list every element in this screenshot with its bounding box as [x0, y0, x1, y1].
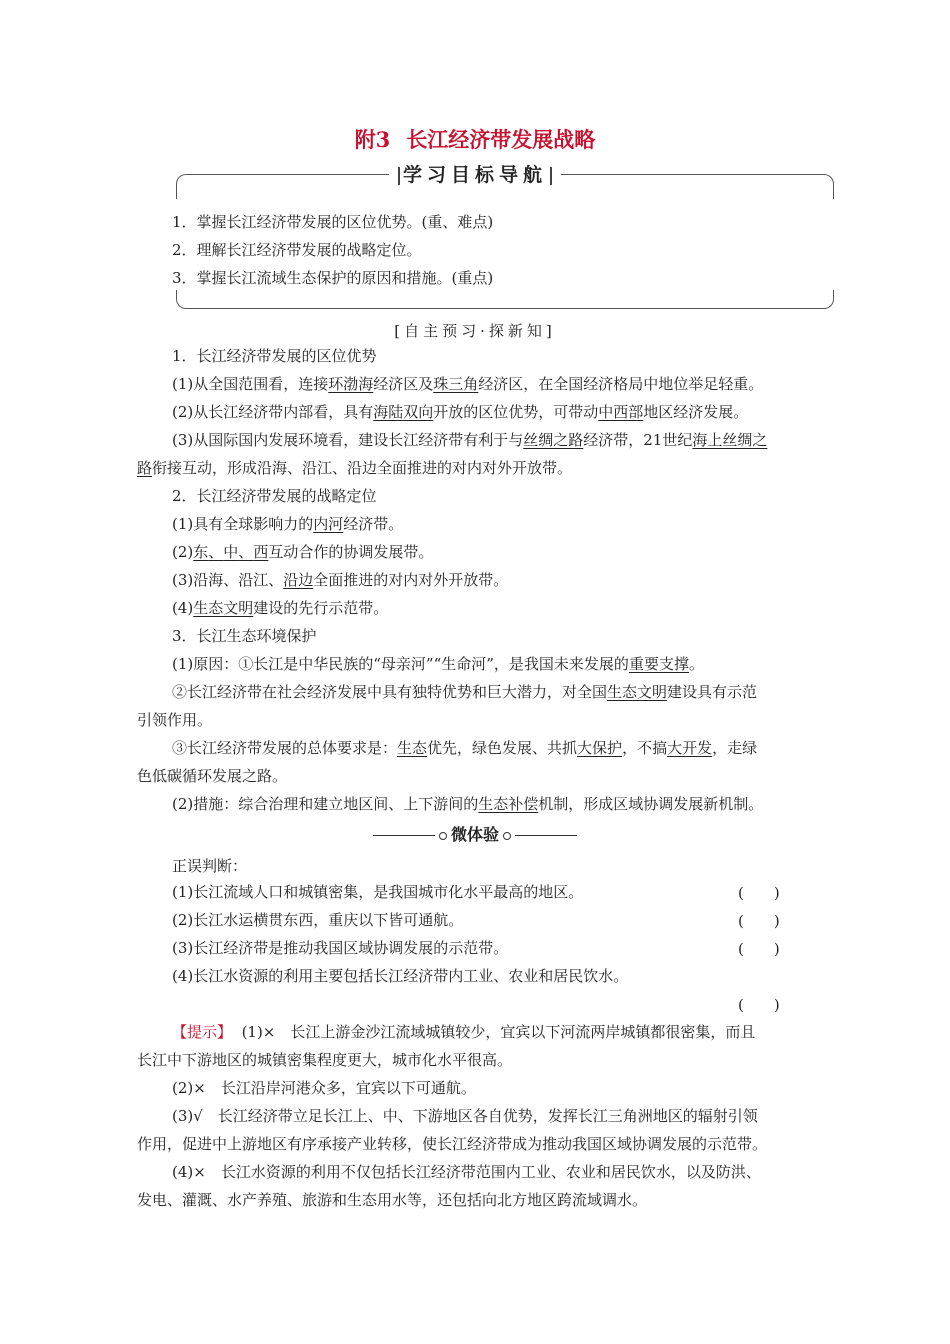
micro-item-3: (3)长江经济带是推动我国区域协调发展的示范带。 [172, 939, 509, 957]
s2-p1: (1)具有全球影响力的内河经济带。 [172, 515, 404, 533]
micro-item-1: (1)长江流域人口和城镇密集，是我国城市化水平最高的地区。 [172, 883, 584, 901]
section-title: [自主预习·探新知] [394, 322, 556, 340]
goals-heading [0, 160, 950, 187]
s3-p3-cont: 色低碳循环发展之路。 [137, 767, 288, 785]
answer-blank-2: ( ) [738, 912, 780, 930]
tip-label: 【提示】 [172, 1023, 233, 1041]
tip-2: (2)× 长江沿岸河港众多，宜宾以下可通航。 [172, 1079, 476, 1097]
s3-p2: ②长江经济带在社会经济发展中具有独特优势和巨大潜力，对全国生态文明建设具有示范 [172, 683, 758, 701]
s2-p3: (3)沿海、沿江、沿边全面推进的对内对外开放带。 [172, 571, 509, 589]
title-main: 长江经济带发展战略 [406, 127, 596, 152]
goal-item-1: 1．掌握长江经济带发展的区位优势。(重、难点) [172, 213, 494, 231]
s2-heading: 2．长江经济带发展的战略定位 [172, 487, 377, 505]
micro-intro: 正误判断： [172, 857, 248, 875]
answer-blank-4: ( ) [738, 996, 780, 1014]
tip-1-cont: 长江中下游地区的城镇密集程度更大，城市化水平很高。 [137, 1051, 513, 1069]
tip-4: (4)× 长江水资源的利用不仅包括长江经济带范围内工业、农业和居民饮水，以及防洪、 [172, 1163, 761, 1181]
s3-p4: (2)措施：综合治理和建立地区间、上下游间的生态补偿机制，形成区域协调发展新机制。 [172, 795, 764, 813]
page-title [0, 124, 950, 154]
s2-p4: (4)生态文明建设的先行示范带。 [172, 599, 389, 617]
tip-1: 【提示】 (1)× 长江上游金沙江流域城镇较少，宜宾以下河流两岸城镇都很密集，而且 [172, 1023, 756, 1041]
micro-item-2: (2)长江水运横贯东西，重庆以下皆可通航。 [172, 911, 464, 929]
answer-blank-1: ( ) [738, 884, 780, 902]
s1-p3-cont: 路衔接互动，形成沿海、沿江、沿边全面推进的对内对外开放带。 [137, 459, 573, 477]
goal-item-3: 3．掌握长江流域生态保护的原因和措施。(重点) [172, 269, 494, 287]
s3-p3: ③长江经济带发展的总体要求是：生态优先，绿色发展、共抓大保护，不搞大开发，走绿 [172, 739, 758, 757]
micro-item-4: (4)长江水资源的利用主要包括长江经济带内工业、农业和居民饮水。 [172, 967, 629, 985]
tip-3: (3)√ 长江经济带立足长江上、中、下游地区各自优势，发挥长江三角洲地区的辐射引领 [172, 1107, 758, 1125]
s3-p2-cont: 引领作用。 [137, 711, 213, 729]
goals-heading-text: 学习目标导航 [402, 164, 547, 186]
tip-3-cont: 作用，促进中上游地区有序承接产业转移，使长江经济带成为推动我国区域协调发展的示范带。 [137, 1135, 768, 1153]
tip-4-cont: 发电、灌溉、水产养殖、旅游和生态用水等，还包括向北方地区跨流域调水。 [137, 1191, 648, 1209]
title-prefix: 附3 [354, 127, 391, 152]
goal-item-2: 2．理解长江经济带发展的战略定位。 [172, 241, 422, 259]
s1-p1: (1)从全国范围看，连接环渤海经济区及珠三角经济区，在全国经济格局中地位举足轻重。 [172, 375, 764, 393]
s1-heading: 1．长江经济带发展的区位优势 [172, 347, 377, 365]
answer-blank-3: ( ) [738, 940, 780, 958]
micro-heading-text: 微体验 [450, 825, 499, 844]
s2-p2: (2)东、中、西互动合作的协调发展带。 [172, 543, 434, 561]
s1-p3: (3)从国际国内发展环境看，建设长江经济带有利于与丝绸之路经济带，21世纪海上丝绸之 [172, 431, 768, 449]
goals-box-bottom [176, 290, 834, 309]
s3-p1: (1)原因：①长江是中华民族的“母亲河”“生命河”，是我国未来发展的重要支撑。 [172, 655, 704, 673]
micro-heading [0, 822, 950, 845]
s1-p2: (2)从长江经济带内部看，具有海陆双向开放的区位优势，可带动中西部地区经济发展。 [172, 403, 749, 421]
s3-heading: 3．长江生态环境保护 [172, 627, 317, 645]
